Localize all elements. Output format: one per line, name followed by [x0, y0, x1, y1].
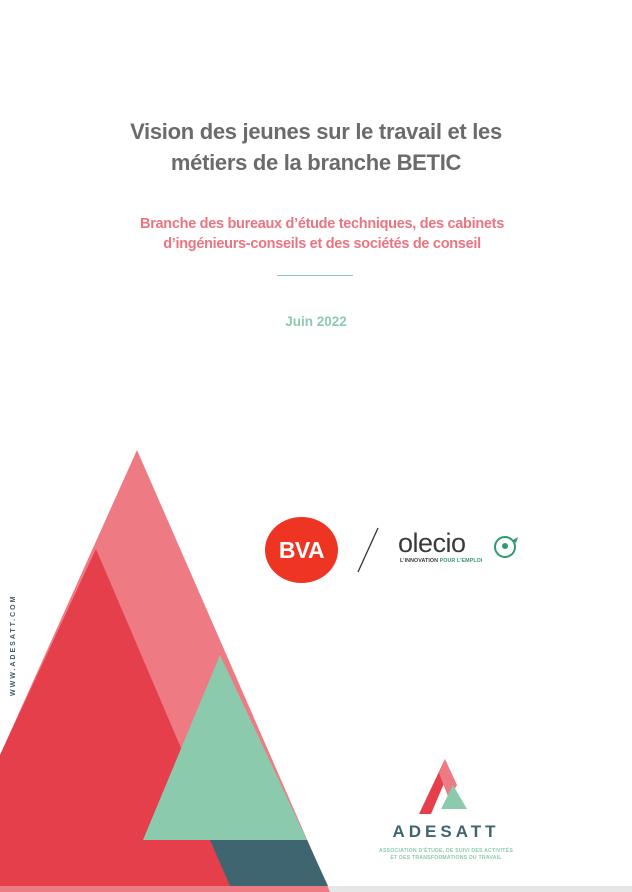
olecio-logo	[398, 528, 528, 564]
title-line-1: Vision des jeunes sur le travail et les	[130, 119, 502, 144]
olecio-tagline: L’INNOVATION POUR L’EMPLOI	[400, 558, 483, 564]
adesatt-logo-icon	[419, 759, 469, 815]
website-url: WWW.ADESATT.COM	[10, 594, 17, 696]
publication-date: Juin 2022	[285, 314, 347, 329]
adesatt-wordmark: ADESATT	[392, 822, 500, 841]
adesatt-description: ASSOCIATION D’ÉTUDE, DE SUIVI DES ACTIVITÉS ET DES TRANSFORMATIONS DU TRAVAIL	[379, 848, 513, 861]
slash-separator	[352, 526, 382, 576]
bva-logo: BVA	[265, 517, 338, 583]
title-line-2: métiers de la branche BETIC	[170, 150, 462, 175]
owl-icon	[493, 534, 519, 560]
olecio-wordmark: olecio	[398, 528, 466, 558]
subtitle-line-1: Branche des bureaux d’étude techniques, des cabinets	[140, 216, 504, 232]
subtitle-line-2: d’ingénieurs-conseils et des sociétés de conseil	[163, 236, 481, 252]
